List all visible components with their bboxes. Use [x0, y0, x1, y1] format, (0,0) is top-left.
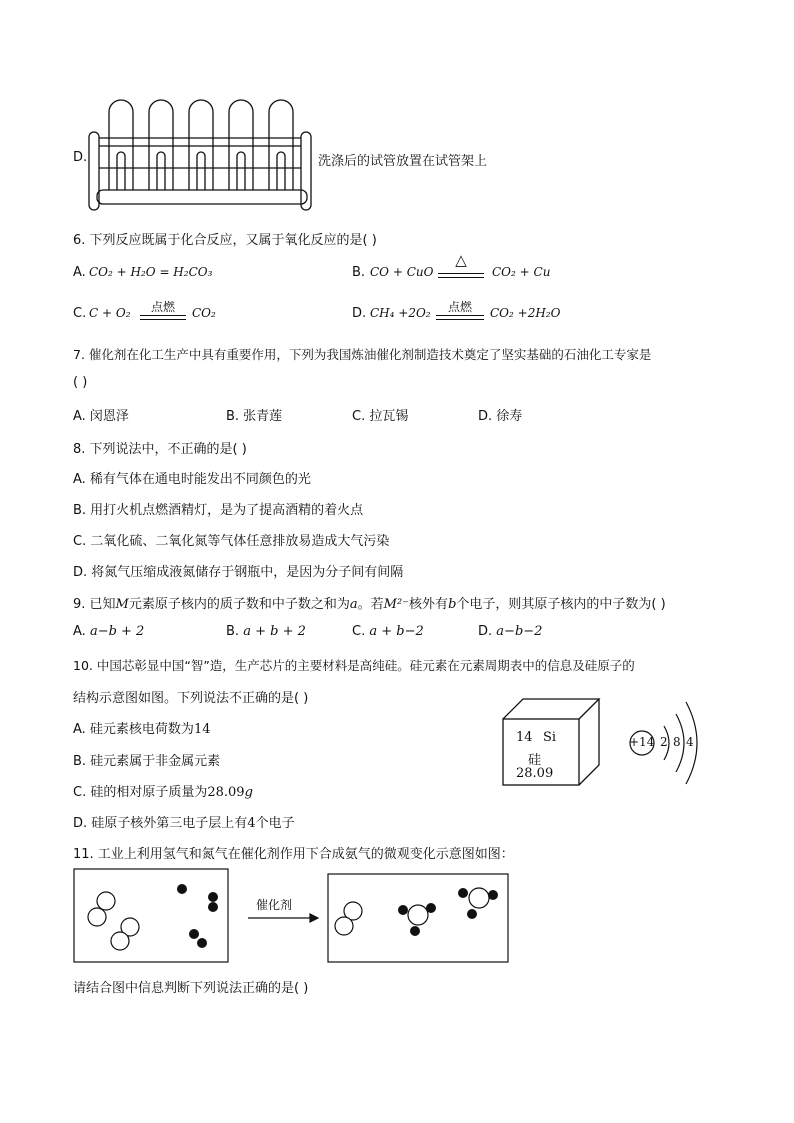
q8-option-c: C. 二氧化硫、二氧化氮等气体任意排放易造成大气污染	[73, 534, 390, 549]
q6-b-bar-top	[438, 273, 484, 274]
q9-stem-part5: 个电子，则其原子核内的中子数为( )	[456, 597, 666, 612]
q6-d-right: CO₂ +2H₂O	[490, 306, 561, 320]
q6-d-bar-bottom	[436, 319, 484, 320]
element-symbol: Si	[543, 730, 557, 745]
q9-a-expr: a−b + 2	[89, 624, 145, 639]
q6-b-right: CO₂ + Cu	[492, 265, 551, 279]
q6-c-bar-bottom	[140, 319, 186, 320]
q6-c-bar-top	[140, 315, 186, 316]
q10-a-text: A. 硅元素核电荷数为	[73, 722, 194, 737]
q6-b-label: B.	[352, 265, 366, 280]
q9-d-expr: a−b−2	[496, 624, 543, 639]
q10-stem-line1: 10. 中国芯彰显中国“智”造，生产芯片的主要材料是高纯硅。硅元素在元素周期表中的信息及硅原子的	[73, 658, 635, 673]
q6-d-left: CH₄ +2O₂	[370, 306, 431, 320]
q10-a-value: 14	[193, 722, 211, 737]
q9-option-a	[73, 624, 144, 639]
q10-d-value: 4	[247, 816, 256, 831]
q9-stem-M: M	[115, 597, 129, 612]
atom-shell-2: 8	[673, 735, 681, 749]
q9-b-label: B.	[226, 624, 240, 639]
test-tube-rack-image	[85, 98, 317, 214]
q9-stem	[73, 593, 666, 612]
q6-b-bar-bottom	[438, 277, 484, 278]
q9-c-expr: a + b−2	[369, 624, 424, 639]
q7-stem-line2: ( )	[73, 375, 88, 390]
q7-stem-line1: 7. 催化剂在化工生产中具有重要作用，下列为我国炼油催化剂制造技术奠定了坚实基础的石油化工专家是	[73, 347, 652, 362]
q9-option-b	[226, 624, 306, 639]
q6-c-left: C + O₂	[89, 306, 131, 320]
q9-a-label: A.	[73, 624, 86, 639]
reaction-diagram	[72, 866, 512, 966]
q5-option-d-text: 洗涤后的试管放置在试管架上	[318, 154, 488, 169]
q5-option-d-label: D.	[73, 150, 88, 165]
element-mass: 28.09	[516, 766, 554, 781]
q6-b-condition: △	[455, 251, 467, 269]
q6-c-right: CO₂	[192, 306, 216, 320]
q8-stem: 8. 下列说法中，不正确的是( )	[73, 442, 247, 457]
q6-a-equation: CO₂ + H₂O = H₂CO₃	[89, 265, 213, 279]
q7-option-b: B. 张青莲	[226, 409, 283, 424]
atom-nucleus-charge: +14	[629, 735, 655, 749]
q10-option-b: B. 硅元素属于非金属元素	[73, 754, 221, 769]
q10-option-d	[73, 812, 295, 831]
q10-c-text: C. 硅的相对原子质量为	[73, 785, 208, 800]
q8-option-b: B. 用打火机点燃酒精灯，是为了提高酒精的着火点	[73, 503, 364, 518]
q10-option-c	[73, 781, 253, 800]
q9-c-label: C.	[352, 624, 366, 639]
q11-footer: 请结合图中信息判断下列说法正确的是( )	[73, 981, 309, 996]
element-name: 硅	[528, 753, 542, 768]
q9-stem-ion: M²⁻	[383, 597, 410, 612]
q6-d-bar-top	[436, 315, 484, 316]
q6-a-label: A.	[73, 265, 86, 280]
q6-d-label: D.	[352, 306, 367, 321]
q7-option-d: D. 徐寿	[478, 409, 523, 424]
q9-stem-b: b	[448, 597, 457, 612]
q9-option-d	[478, 624, 542, 639]
q9-stem-a: a	[349, 597, 358, 612]
atom-shell-3: 4	[686, 735, 694, 749]
q9-option-c	[352, 624, 424, 639]
q6-b-left: CO + CuO	[370, 265, 434, 279]
q8-option-a: A. 稀有气体在通电时能发出不同颜色的光	[73, 472, 311, 487]
q6-stem: 6. 下列反应既属于化合反应，又属于氧化反应的是( )	[73, 233, 377, 248]
q9-b-expr: a + b + 2	[243, 624, 306, 639]
q11-stem: 11. 工业上利用氢气和氮气在催化剂作用下合成氨气的微观变化示意图如图：	[73, 847, 514, 862]
q9-d-label: D.	[478, 624, 493, 639]
q6-c-condition: 点燃	[150, 300, 175, 314]
q10-c-value: 28.09	[207, 785, 245, 800]
q8-option-d: D. 将氮气压缩成液氮储存于钢瓶中，是因为分子间有间隔	[73, 565, 404, 580]
q9-stem-part3: 。若	[357, 597, 384, 612]
q10-stem-line2: 结构示意图如图。下列说法不正确的是( )	[73, 691, 309, 706]
q9-stem-part2: 元素原子核内的质子数和中子数之和为	[128, 597, 350, 612]
q10-c-unit: g	[244, 785, 253, 800]
q7-option-a: A. 闵恩泽	[73, 409, 129, 424]
q7-option-c: C. 拉瓦锡	[352, 409, 409, 424]
q6-c-label: C.	[73, 306, 87, 321]
q10-option-a	[73, 718, 210, 737]
q10-d-text1: D. 硅原子核外第三电子层上有	[73, 816, 248, 831]
atom-shell-1: 2	[660, 735, 668, 749]
element-number: 14	[516, 730, 533, 745]
q10-d-text2: 个电子	[255, 816, 295, 831]
q6-d-condition: 点燃	[447, 300, 472, 314]
q9-stem-part1: 9. 已知	[73, 597, 116, 612]
q9-stem-part4: 核外有	[409, 597, 449, 612]
catalyst-arrow-label: 催化剂	[256, 898, 293, 912]
